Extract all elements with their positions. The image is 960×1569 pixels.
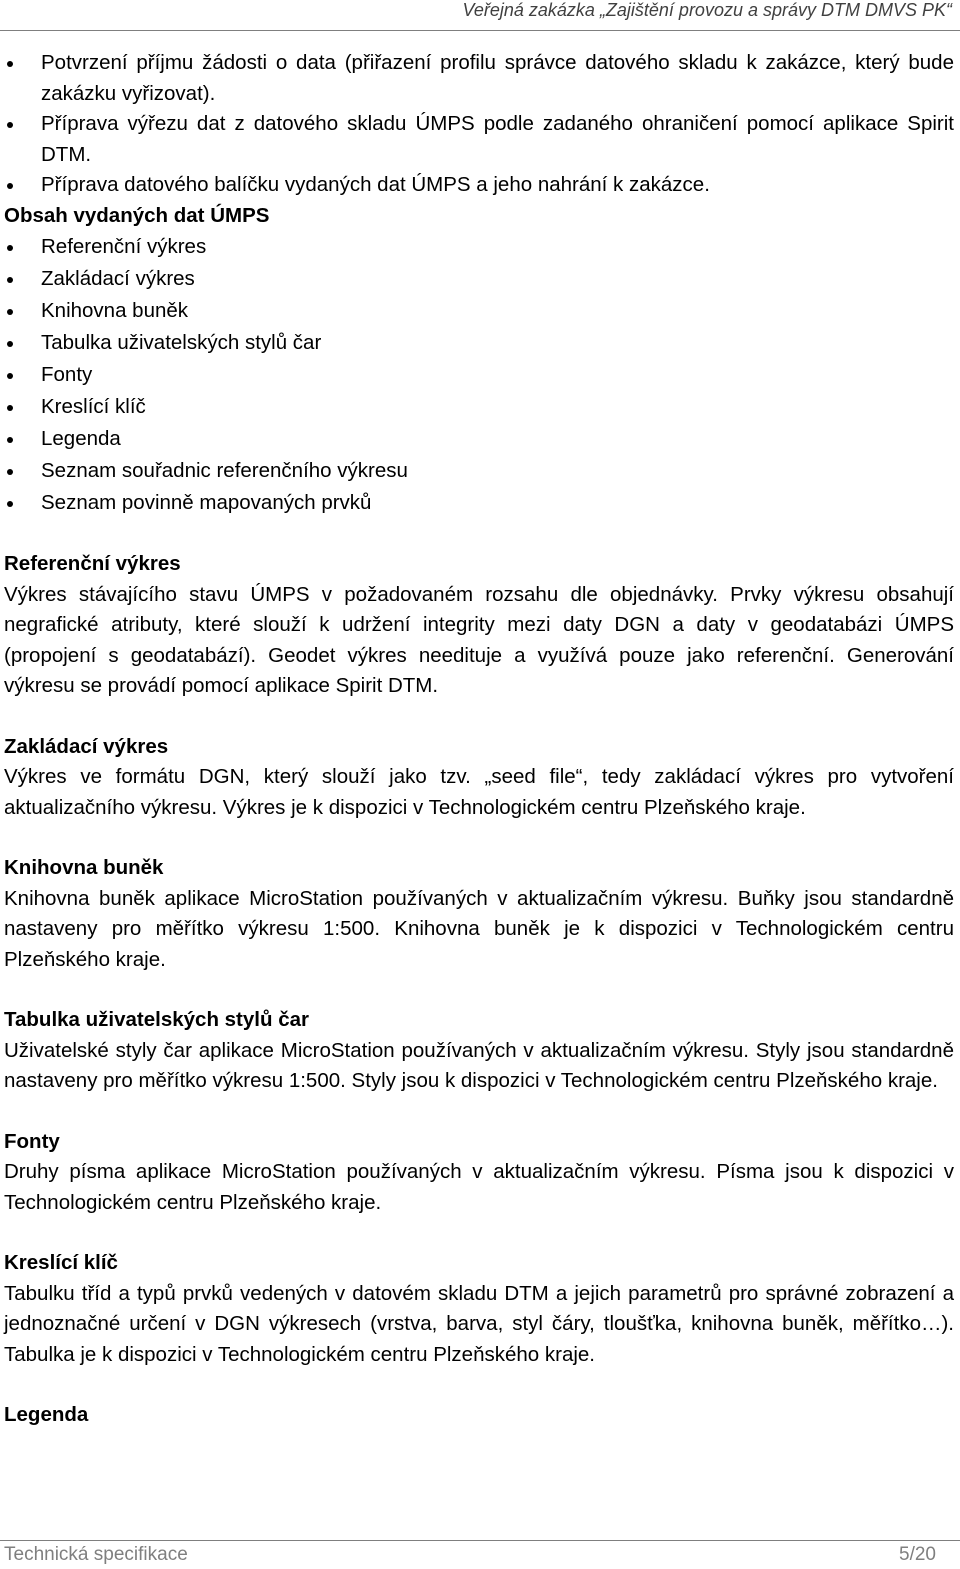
list-item: Příprava výřezu dat z datového skladu ÚMPS podle zadaného ohraničení pomocí aplikace Spirit DTM.: [4, 109, 954, 170]
footer-divider: [0, 1540, 960, 1541]
list-item: Knihovna buněk: [4, 295, 954, 327]
section-paragraph: Uživatelské styly čar aplikace MicroStation používaných v aktualizačním výkresu. Styly jsou standardně nastaveny pro měřítko výkresu 1:500. Styly jsou k dispozici v Technologickém centru Plzeňského kraje.: [4, 1038, 954, 1092]
section-knihovna-bunek: [4, 853, 954, 975]
section-heading: Fonty: [4, 1129, 60, 1153]
list-item: Seznam souřadnic referenčního výkresu: [4, 455, 954, 487]
section-heading: Zakládací výkres: [4, 734, 169, 758]
contents-heading: Obsah vydaných dat ÚMPS: [4, 203, 270, 227]
section-kreslici-klic: [4, 1248, 954, 1370]
section-zakladaci-vykres: [4, 732, 954, 824]
section-paragraph: Výkres stávajícího stavu ÚMPS v požadovaném rozsahu dle objednávky. Prvky výkresu obsahují negrafické atributy, které slouží k udržení integrity mezi daty DGN a daty v geodatabázi ÚMPS (propojení s geodatabází). Geodet výkres needituje a využívá pouze jako referenční. Generování výkresu se provádí pomocí aplikace Spirit DTM.: [4, 582, 954, 697]
section-heading: Kreslící klíč: [4, 1251, 118, 1274]
document-body: [4, 48, 954, 1431]
section-heading: Referenční výkres: [4, 552, 181, 575]
section-paragraph: Výkres ve formátu DGN, který slouží jako tzv. „seed file“, tedy zakládací výkres pro vytvoření aktualizačního výkresu. Výkres je k dispozici v Technologickém centru Plzeňského kraje.: [4, 765, 954, 819]
page-header: Veřejná zakázka „Zajištění provozu a správy DTM DMVS PK“: [462, 0, 952, 20]
list-item: Seznam povinně mapovaných prvků: [4, 487, 954, 519]
list-item: Referenční výkres: [4, 231, 954, 263]
section-paragraph: Knihovna buněk aplikace MicroStation používaných v aktualizačním výkresu. Buňky jsou standardně nastaveny pro měřítko výkresu 1:500. Knihovna buněk je k dispozici v Technologickém centru Plzeňského kraje.: [4, 886, 954, 971]
section-tabulka-stylu: [4, 1005, 954, 1097]
section-heading: Tabulka uživatelských stylů čar: [4, 1008, 309, 1031]
footer-doc-title: Technická specifikace: [4, 1544, 188, 1565]
section-paragraph: Druhy písma aplikace MicroStation používaných v aktualizačním výkresu. Písma jsou k dispozici v Technologickém centru Plzeňského kraje.: [4, 1160, 954, 1214]
section-paragraph: Tabulku tříd a typů prvků vedených v datovém skladu DTM a jejich parametrů pro správné zobrazení a jednoznačné určení v DGN výkresech (vrstva, barva, styl čáry, tloušťka, knihovna buněk, měřítko…). Tabulka je k dispozici v Technologickém centru Plzeňského kraje.: [4, 1281, 954, 1366]
list-item: Potvrzení příjmu žádosti o data (přiřazení profilu správce datového skladu k zakázce, který bude zakázku vyřizovat).: [4, 48, 954, 109]
section-heading: Legenda: [4, 1403, 89, 1426]
section-legenda: [4, 1400, 954, 1431]
section-referencni-vykres: [4, 549, 954, 702]
section-heading: Knihovna buněk: [4, 856, 164, 879]
list-item: Fonty: [4, 359, 954, 391]
contents-list: [4, 231, 954, 519]
list-item: Tabulka uživatelských stylů čar: [4, 327, 954, 359]
header-divider: [0, 30, 960, 31]
list-item: Zakládací výkres: [4, 263, 954, 295]
page-number: 5/20: [899, 1544, 936, 1565]
steps-list: [4, 48, 954, 201]
list-item: Příprava datového balíčku vydaných dat ÚMPS a jeho nahrání k zakázce.: [4, 170, 954, 201]
section-fonty: [4, 1127, 954, 1219]
list-item: Kreslící klíč: [4, 391, 954, 423]
list-item: Legenda: [4, 423, 954, 455]
